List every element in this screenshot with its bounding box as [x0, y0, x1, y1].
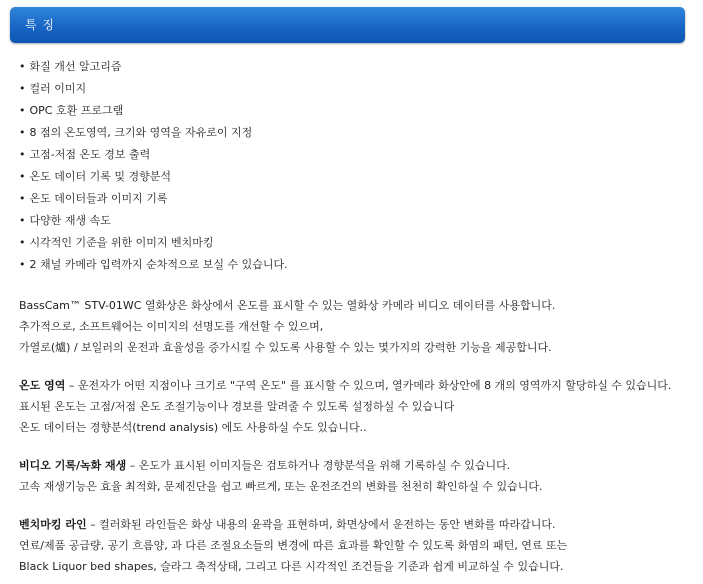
bullet-icon: •: [19, 104, 26, 117]
section-heading: 온도 영역: [19, 379, 66, 392]
feature-text: 시각적인 기준을 위한 이미지 벤치마킹: [29, 236, 214, 249]
section-first-line: [19, 514, 689, 535]
feature-text: 다양한 재생 속도: [29, 214, 111, 227]
feature-item: [19, 56, 689, 78]
feature-item: [19, 210, 689, 232]
bullet-icon: •: [19, 236, 26, 249]
feature-text: 8 점의 온도영역, 크기와 영역을 자유로이 지정: [29, 126, 253, 139]
section-heading: 벤치마킹 라인: [19, 518, 87, 531]
bullet-icon: •: [19, 126, 26, 139]
section-text: – 운전자가 어떤 지점이나 크기로 "구역 온도" 를 표시할 수 있으며, 열카메라 화상안에 8 개의 영역까지 할당하실 수 있습니다.: [65, 379, 672, 392]
feature-text: 화질 개선 알고리즘: [29, 60, 122, 73]
feature-item: [19, 100, 689, 122]
intro-line: 가열로(爐) / 보일러의 운전과 효율성을 증가시킬 수 있도록 사용할 수 있는 몇가지의 강력한 기능을 제공합니다.: [19, 341, 552, 354]
bullet-icon: •: [19, 148, 26, 161]
section-text: – 컬러화된 라인들은 화상 내용의 윤곽을 표현하며, 화면상에서 운전하는 동안 변화를 따라갑니다.: [86, 518, 556, 531]
feature-text: 고점-저점 온도 경보 출력: [29, 148, 151, 161]
feature-text: 컬러 이미지: [29, 82, 87, 95]
feature-item: [19, 122, 689, 144]
feature-item: [19, 254, 689, 276]
section-first-line: [19, 455, 689, 476]
section-line: 고속 재생기능은 효율 최적화, 문제진단을 쉽고 빠르게, 또는 운전조건의 변화를 천천히 확인하실 수 있습니다.: [19, 480, 543, 493]
feature-text: OPC 호환 프로그램: [29, 104, 124, 117]
section-title: 특 징: [25, 18, 55, 32]
section-benchmark-line: [19, 514, 689, 577]
section-text: – 온도가 표시된 이미지들은 검토하거나 경향분석을 위해 기록하실 수 있습니다.: [126, 459, 511, 472]
main-content: [19, 56, 689, 577]
feature-item: [19, 166, 689, 188]
feature-item: [19, 188, 689, 210]
section-first-line: [19, 375, 689, 396]
intro-line: BassCam™ STV-01WC 열화상은 화상에서 온도를 표시할 수 있는 열화상 카메라 비디오 데이터를 사용합니다.: [19, 299, 556, 312]
feature-text: 온도 데이터 기록 및 경향분석: [29, 170, 171, 183]
section-temperature-zone: [19, 375, 689, 438]
feature-item: [19, 78, 689, 100]
feature-item: [19, 144, 689, 166]
bullet-icon: •: [19, 214, 26, 227]
bullet-icon: •: [19, 192, 26, 205]
section-header-bar: [10, 7, 685, 43]
bullet-icon: •: [19, 170, 26, 183]
feature-list: [19, 56, 689, 276]
feature-text: 2 채널 카메라 입력까지 순차적으로 보실 수 있습니다.: [29, 258, 288, 271]
section-line: 연료/제품 공급량, 공기 흐름양, 과 다른 조절요소들의 변경에 따른 효과를 확인할 수 있도록 화염의 패턴, 연료 또는: [19, 539, 568, 552]
section-line: Black Liquor bed shapes, 슬라그 축적상태, 그리고 다른 시각적인 조건들을 기준과 쉽게 비교하실 수 있습니다.: [19, 560, 564, 573]
section-line: 온도 데이터는 경향분석(trend analysis) 에도 사용하실 수도 있습니다..: [19, 421, 367, 434]
intro-paragraph: [19, 295, 689, 358]
bullet-icon: •: [19, 258, 26, 271]
section-line: 표시된 온도는 고점/저점 온도 조절기능이나 경보를 알려줄 수 있도록 설정하실 수 있습니다: [19, 400, 455, 413]
bullet-icon: •: [19, 60, 26, 73]
section-heading: 비디오 기록/녹화 재생: [19, 459, 127, 472]
feature-item: [19, 232, 689, 254]
intro-line: 추가적으로, 소프트웨어는 이미지의 선명도를 개선할 수 있으며,: [19, 320, 324, 333]
feature-text: 온도 데이터들과 이미지 기록: [29, 192, 168, 205]
bullet-icon: •: [19, 82, 26, 95]
section-video-recording: [19, 455, 689, 497]
